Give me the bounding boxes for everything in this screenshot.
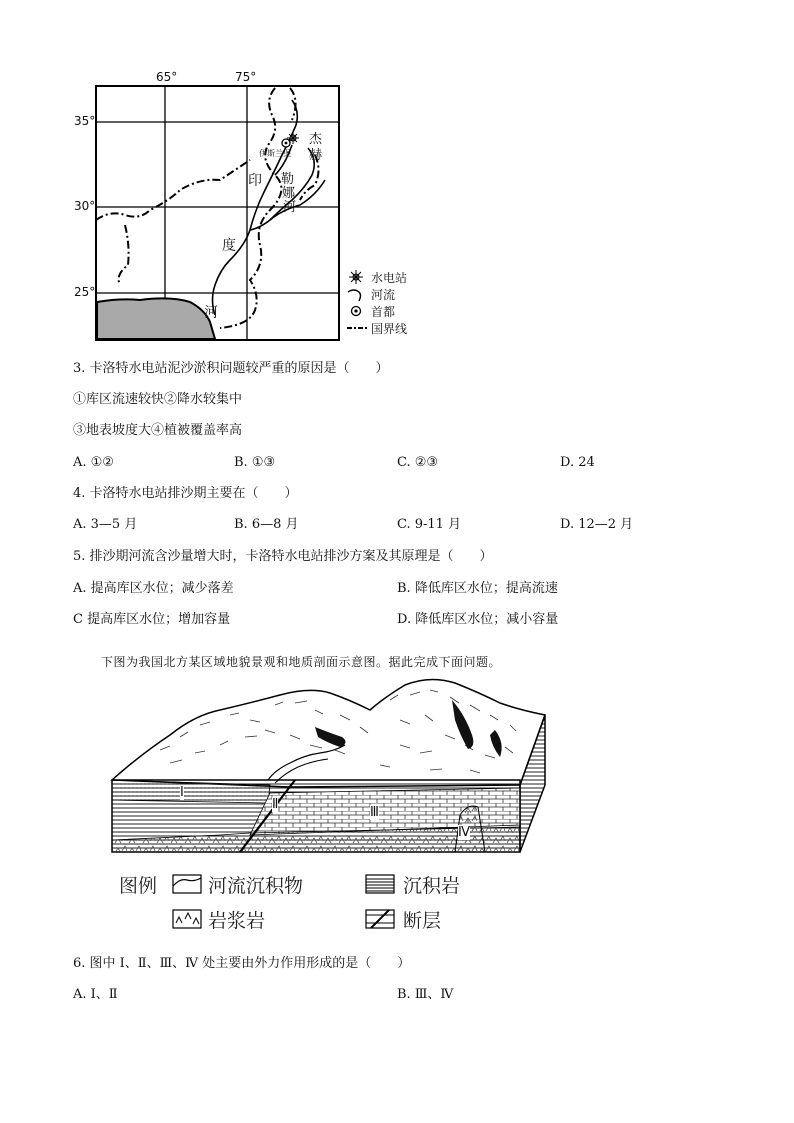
question-4-option-d: D. 12—2 月 [560,517,634,532]
question-6-stem: 6. 图中 I、Ⅱ、Ⅲ、Ⅳ 处主要由外力作用形成的是（ ） [73,956,411,971]
label-II: Ⅱ [272,797,279,812]
question-3-item-2: ③地表坡度大④植被覆盖率高 [73,423,243,438]
lat-label-35: 35° [74,114,96,128]
lon-label-75: 75° [235,70,257,84]
legend-label: 国界线 [371,322,408,336]
question-3-option-a: A. ①② [73,455,114,470]
sea-area [97,298,215,339]
legend-label: 水电站 [371,271,408,285]
intro-text: 下图为我国北方某区域地貌景观和地质剖面示意图。据此完成下面问题。 [101,655,502,669]
legend-label: 沉积岩 [403,875,461,897]
geology-legend-title: 图例 [119,875,158,897]
legend-label: 首都 [371,305,396,319]
question-5-option-d: D. 降低库区水位；减小容量 [397,612,559,627]
label-IV: Ⅳ [458,825,470,840]
river-label-yin: 印 [248,173,262,189]
capital-label: 伊斯兰堡 [259,149,291,158]
legend-magma [172,906,312,930]
question-5-option-c: C 提高库区水位；增加容量 [73,612,231,627]
legend-label: 断层 [403,910,442,932]
question-4-option-b: B. 6—8 月 [234,517,299,532]
station-label-jie: 杰 [309,132,323,147]
legend-item-capital [347,302,457,319]
legend-label: 河流沉积物 [208,875,304,897]
question-4-option-a: A. 3—5 月 [73,517,138,532]
river-icon [347,287,367,301]
legend-river-sediment [172,871,352,895]
question-3-option-b: B. ①③ [234,455,276,470]
capital-icon [349,304,363,318]
river-label-he2: 河 [283,200,297,215]
label-III: Ⅲ [370,805,379,820]
river-label-du: 度 [222,238,236,254]
geology-figure [100,675,560,860]
lon-label-65: 65° [156,70,178,84]
geology-svg [100,675,560,860]
map-legend [347,268,457,336]
question-5-option-b: B. 降低库区水位；提高流速 [397,581,558,596]
river-label-le: 勒 [281,172,295,187]
lat-label-25: 25° [74,285,96,299]
question-5-stem: 5. 排沙期河流含沙量增大时，卡洛特水电站排沙方案及其原理是（ ） [73,549,493,564]
legend-item-border [347,319,457,336]
station-label-he: 赫 [309,148,323,163]
question-4-stem: 4. 卡洛特水电站排沙期主要在（ ） [73,486,298,501]
question-5-option-a: A. 提高库区水位；减少落差 [73,581,234,596]
lat-label-30: 30° [74,199,96,213]
question-3-option-c: C. ②③ [397,455,439,470]
sun-icon [349,270,363,284]
map-figure [60,60,480,345]
river-label-na: 娜 [282,186,296,201]
legend-item-station [347,268,457,285]
river-sediment-icon [172,874,202,894]
question-6-option-a: A. I、Ⅱ [73,987,118,1002]
sedimentary-icon [365,874,395,894]
question-6-option-b: B. Ⅲ、Ⅳ [397,987,454,1002]
question-3-option-d: D. 24 [560,455,595,470]
question-3-item-1: ①库区流速较快②降水较集中 [73,392,243,407]
question-4-option-c: C. 9-11 月 [397,517,462,532]
legend-label: 岩浆岩 [208,910,266,932]
legend-fault [365,906,485,930]
border-icon [347,321,369,335]
label-I: I [180,785,184,800]
legend-sedimentary [365,871,485,895]
river-label-he: 河 [204,305,218,321]
legend-item-river [347,285,457,302]
fault-icon [365,909,395,929]
magma-icon [172,909,202,929]
legend-label: 河流 [371,288,396,302]
question-3-stem: 3. 卡洛特水电站泥沙淤积问题较严重的原因是（ ） [73,361,389,376]
